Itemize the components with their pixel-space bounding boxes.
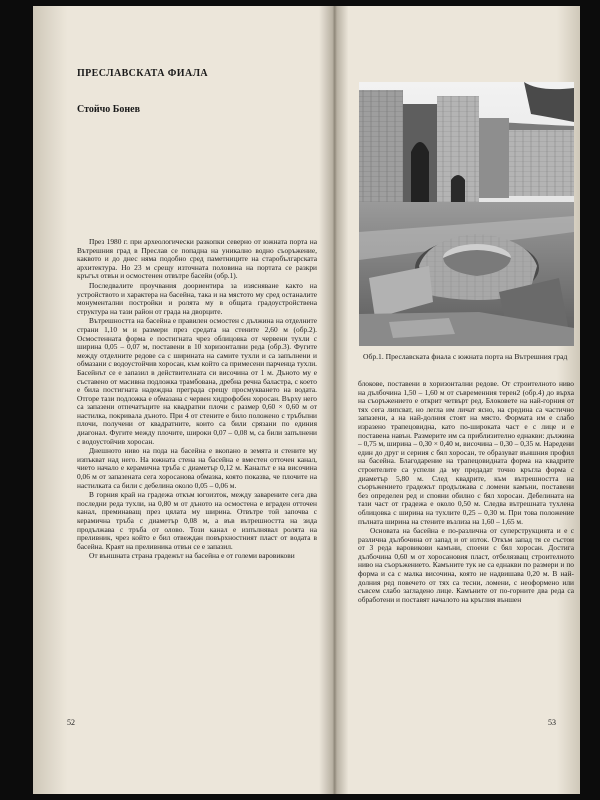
figure-caption: Обр.1. Преславската фиала с южната порта на Вътрешния град	[363, 352, 568, 361]
article-title: ПРЕСЛАВСКАТА ФИАЛА	[77, 68, 209, 79]
page-number-right: 53	[548, 718, 556, 727]
paragraph: Основата на басейна е по-различна от суперструкцията и е с различна дълбочина от запад и от изток. Откъм запад тя се състои от 3 реда варовикови камъни, споени с бял хоросан. Достига дълбочина 0,60 м от хоросановия пласт, отбелязващ строителното ниво на съоръжението. Камъните тук не са еднакви по размери и по форма и са с малка височина, която не надвишава 0,20 м. В най-долния ред повечето от тях са тесни, ломени, с неоформено или съвсем слабо загладено лице. Камъните от по-горните два реда са обработени и поставят началото на кръглия външен	[358, 526, 574, 604]
left-text-column	[77, 238, 317, 562]
open-book	[33, 6, 580, 794]
paragraph: блокове, поставени в хоризонтални редове. От строителното ниво на дълбочина 1,50 – 1,60 м от съвременния терен2 (обр.4) до върха на съоръжението е открит четвърт ред. Блоковете на най-горния от тях сега липсват, но легла им личат ясно, на средина са частично запазени, а на най-долния стоят на място. Формата им е слабо изразено трапецовидна, като по-широката част е с лице и е поставена навън. Размерите им са приблизително еднакви: дължина – 0,75 м, ширина – 0,30 × 0,40 м, височина – 0,30 – 0,35 м. Наредени един до друг и сериия с бял хоросан, те образуват външния профил на басейна. Благодарение на трапецовидната форма на квадрите строителите са успели да му предадат точно кръгла форма с диаметър 5,80 м. След квадрите, към вътрешността на съоръжението градежът продължава с ломени камъни, поставени без определен ред и спояни обилно с бял хоросан. Дебелината на тази част от градежа е около 0,50 м. Следва вътрешната тухлена облицовка с ширина на тухлите 0,25 – 0,30 м. При това положение пълната ширина на стените възлиза на 1,60 – 1,65 м.	[358, 379, 574, 526]
paragraph: Последвалите проучвания доориентира за изясняване както на устройството и характера на басейна, така и на мястото му сред останалите монументални постройки и ролята му в общата градоустройствена структура на тази район от града на дворците.	[77, 280, 317, 316]
paragraph: В горния край на градежа откъм югоизток, между заварените сега два последни реда тухли, на 0,80 м от дъното на осмостена е вграден отточен канал, преминаващ през цялата му ширина. Отвътре той започва с керамична тръба с диаметър 0,08 м, а във вътрешността на зида продължава с тръба от олово. Този канал е изпълнявал ролята на преливник, чрез който е бил отвеждан повърхностният пласт от водата в басейна. Краят на преливника отвън се е запазил.	[77, 490, 317, 551]
book-spine	[319, 6, 349, 794]
paragraph: Вътрешността на басейна е правилен осмостен с дължина на отделните страни 1,10 м и размери през средата на стените 2,60 м (обр.2). Осмостенната форма е постигната чрез облицовка от червени тухли с ширина 0,05 – 0,07 м, поставени в 10 хоризонтални реда (обр.3). Фугите между отделните редове са с ширината на самите тухли и са запълнени и обмазани с водоустойчив хоросан, към който са примесени парченца тухли. Басейнът се е запазил в действителната си височина от 1 м. Дъното му е съставено от масивна подложка трамбована, дребна речна баластра, с което е била постигната надеждна преграда срещу просмукването на водата. Отгоре тази подложка е обмазана с червен хидрофобен хоросан. Върху него са запазени отпечатъците на квадратни плочи с размер 0,60 × 0,60 м от настилка, покривала дъното. При 4 от стените е било положено с тръбъпни плочи, получени от квадратните, които са били срязани по единия диагонал. Фугите между плочите, широки 0,07 – 0,08 м, са били запълнени с водоустойчив хоросан.	[77, 316, 317, 446]
page-number-left: 52	[67, 718, 75, 727]
paragraph: От външната страна градежът на басейна е от големи варовикови	[89, 551, 295, 561]
right-page	[349, 6, 580, 794]
paragraph: През 1980 г. при археологически разкопки северно от южната порта на Вътрешния град в Преслав се попадна на уникално водно съоръжение, каквото и до днес няма подобно сред паметниците на старобългарската архитектура. Но 23 м срещу източната половина на портата се разкри кръгъл отвън и осмостенен отвътре басейн (обр.1).	[77, 237, 317, 281]
right-text-column	[358, 380, 574, 605]
fiala-photo	[359, 82, 574, 346]
article-author: Стойчо Бонев	[77, 104, 140, 115]
fiala-photo-illustration	[359, 82, 574, 346]
paragraph: Днешното ниво на пода на басейна е вкопано в земята и стените му изпъкват над него. На южната стена на басейна е вместен отточен канал, чието начало е керамична тръба с диаметър 0,12 м. Каналът е на височина 0,06 м от запазената сега хоросанова обмазка, която показва, че плочите на настилката са били с дебелина около 0,05 – 0,06 м.	[77, 446, 317, 490]
left-page	[33, 6, 319, 794]
